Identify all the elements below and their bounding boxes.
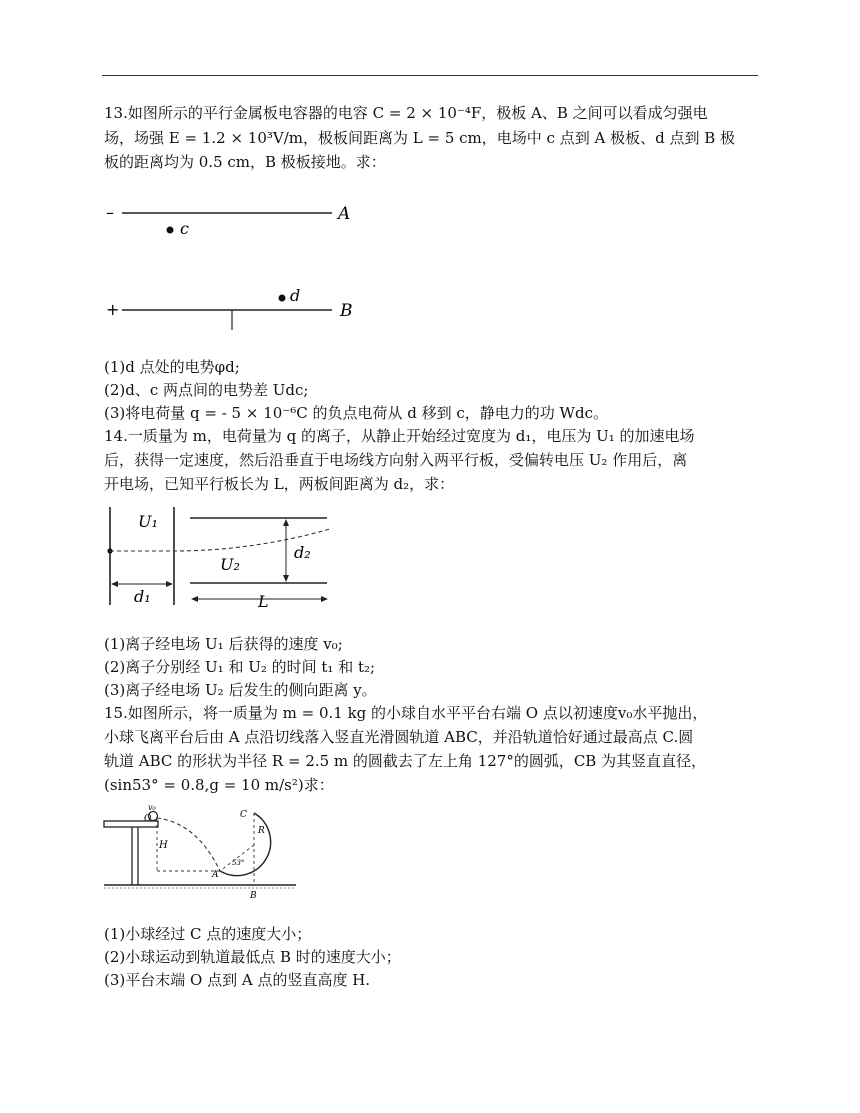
- q15-subquestion-3: (3)平台末端 O 点到 A 点的竖直高度 H.: [104, 971, 371, 989]
- q15-text-line-3: 轨道 ABC 的形状为半径 R = 2.5 m 的圆截去了左上角 127°的圆弧，CB 为其竖直直径，: [104, 752, 707, 770]
- q14-text-line-3: 开电场，已知平行板长为 L，两板间距离为 d₂，求：: [104, 475, 455, 493]
- q14-text-line-2: 后，获得一定速度，然后沿垂直于电场线方向射入两平行板，受偏转电压 U₂ 作用后，离: [104, 451, 688, 469]
- q13-text-line-2: 场，场强 E = 1.2 × 10³V/m，极板间距离为 L = 5 cm，电场中 c 点到 A 极板、d 点到 B 极: [104, 129, 735, 147]
- q15-r-label: R: [258, 826, 265, 836]
- q15-a-label: A: [212, 870, 219, 880]
- q14-text-line-1: 14.一质量为 m，电荷量为 q 的离子，从静止开始经过宽度为 d₁，电压为 U₁ 的加速电场: [104, 427, 695, 445]
- q14-length-label: L: [258, 592, 269, 611]
- q14-deflection-figure: [102, 503, 338, 615]
- q15-subquestion-1: (1)小球经过 C 点的速度大小；: [104, 925, 312, 943]
- q13-plate-a-label: A: [338, 204, 351, 224]
- q13-text-line-3: 板的距离均为 0.5 cm，B 极板接地。求：: [104, 153, 386, 171]
- header-rule: [102, 75, 758, 76]
- q15-angle-label: 53°: [232, 859, 245, 867]
- q14-subquestion-1: (1)离子经电场 U₁ 后获得的速度 v₀;: [104, 635, 343, 653]
- q13-text-line-1: 13.如图所示的平行金属板电容器的电容 C = 2 × 10⁻⁴F，极板 A、B 之间可以看成匀强电: [104, 104, 708, 122]
- q14-d1-label: d₁: [134, 587, 151, 606]
- q15-track-figure: [102, 803, 298, 903]
- q15-text-line-2: 小球飞离平台后由 A 点沿切线落入竖直光滑圆轨道 ABC，并沿轨道恰好通过最高点 C.圆: [104, 728, 694, 746]
- q14-u2-label: U₂: [220, 555, 240, 574]
- q13-subquestion-2: (2)d、c 两点间的电势差 Udc;: [104, 381, 309, 399]
- q13-subquestion-1: (1)d 点处的电势φd;: [104, 358, 240, 376]
- q13-plate-b-label: B: [340, 301, 353, 321]
- q13-point-c-label: c: [180, 219, 189, 238]
- q15-o-label: O: [144, 814, 152, 824]
- q14-u1-label: U₁: [138, 512, 158, 531]
- q14-subquestion-2: (2)离子分别经 U₁ 和 U₂ 的时间 t₁ 和 t₂;: [104, 658, 376, 676]
- q15-text-line-1: 15.如图所示，将一质量为 m = 0.1 kg 的小球自水平平台右端 O 点以初速度v₀水平抛出，: [104, 704, 708, 722]
- q15-c-label: C: [240, 810, 247, 820]
- q15-b-label: B: [250, 891, 257, 901]
- q14-subquestion-3: (3)离子经电场 U₂ 后发生的侧向距离 y。: [104, 681, 377, 699]
- q15-text-line-4: (sin53° = 0.8,g = 10 m/s²)求：: [104, 776, 334, 794]
- q13-point-d-label: d: [290, 286, 301, 305]
- q13-minus-sign: –: [106, 203, 114, 222]
- q15-h-label: H: [159, 840, 168, 851]
- q13-capacitor-figure: [102, 188, 364, 338]
- q15-subquestion-2: (2)小球运动到轨道最低点 B 时的速度大小；: [104, 948, 401, 966]
- q13-plus-sign: +: [106, 300, 120, 319]
- q13-subquestion-3: (3)将电荷量 q = - 5 × 10⁻⁶C 的负点电荷从 d 移到 c，静电力的功 Wdc。: [104, 404, 608, 422]
- q14-d2-label: d₂: [294, 543, 311, 562]
- q15-v0-label: v₀: [148, 803, 156, 812]
